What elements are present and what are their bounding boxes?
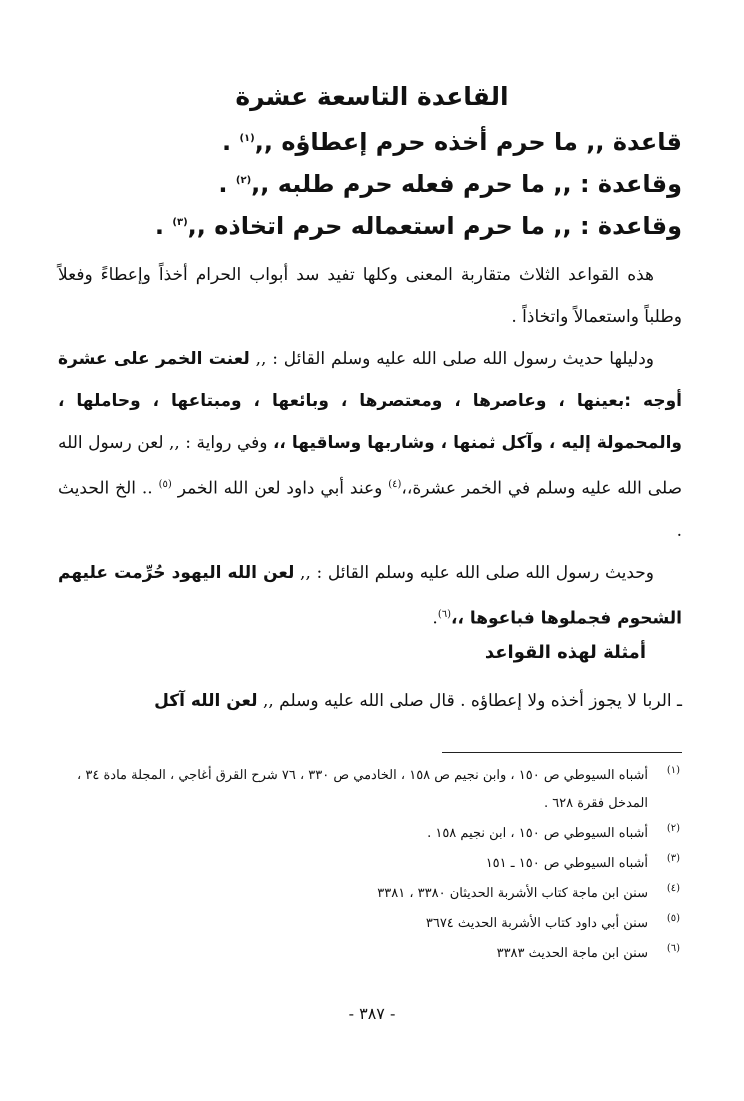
page-title: القاعدة التاسعة عشرة	[235, 82, 509, 111]
footnote-number: (٢)	[666, 823, 680, 834]
rule-1-ref: (١)	[239, 133, 255, 144]
rule-2-ref: (٢)	[235, 175, 252, 186]
footnote-text: أشباه السيوطي ص ١٥٠ ، ابن نجيم ١٥٨ .	[427, 826, 648, 841]
paragraph-3-end: .	[432, 608, 438, 629]
paragraph-1: هذه القواعد الثلاث متقاربة المعنى وكلها تفيد سد أبواب الحرام أخذاً وإعطاءً وفعلاً وطلباً واستعمالاً واتخاذاً .	[58, 265, 682, 327]
footnote-text: سنن أبي داود كتاب الأشربة الحديث ٣٦٧٤	[425, 916, 648, 931]
paragraph-2-tail: وعند أبي داود لعن الله الخمر	[177, 478, 383, 499]
footnote-text: سنن ابن ماجة كتاب الأشربة الحديثان ٣٣٨٠ ، ٣٣٨١	[377, 886, 648, 901]
footnote-text: أشباه السيوطي ص ١٥٠ ، وابن نجيم ص ١٥٨ ، الخادمي ص ٣٣٠ ، ٧٦ شرح القرق أغاجي ، المجلة مادة ٣٤ ، المدخل فقرة ٦٢٨ .	[77, 768, 648, 811]
footnote-number: (٥)	[666, 913, 680, 924]
page-number: - ٣٨٧ -	[348, 1004, 396, 1023]
paragraph-2-middle: وفي رواية : ,, لعن رسول الله صلى الله عليه وسلم في الخمر عشرة،،	[58, 433, 683, 499]
footnote-divider	[442, 752, 682, 753]
footnote-2	[58, 820, 682, 848]
hadith-quote-1: لعنت الخمر على عشرة أوجه :بعينها ، وعاصرها ، ومعتصرها ، وبائعها ، ومبتاعها ، وحاملها ، والمحمولة إليه ، وآكل ثمنها ، وشاربها وساقيها ،،	[58, 349, 682, 453]
rule-1-text: قاعدة ,, ما حرم أخذه حرم إعطاؤه ,,	[254, 128, 682, 156]
footnote-text: سنن ابن ماجة الحديث ٣٣٨٣	[496, 946, 648, 961]
paragraph-2-intro: ودليلها حديث رسول الله صلى الله عليه وسلم القائل : ,,	[255, 349, 654, 369]
rule-1	[60, 128, 682, 156]
footnote-4	[58, 880, 682, 908]
example-1-bold: لعن الله آكل	[154, 691, 258, 711]
footnotes	[58, 762, 682, 970]
rule-1-end: .	[221, 128, 240, 156]
footnote-5	[58, 910, 682, 938]
rule-2	[60, 170, 682, 198]
rule-3-ref: (٣)	[172, 217, 188, 228]
footnote-number: (٦)	[666, 943, 680, 954]
paragraph-2	[58, 338, 682, 552]
paragraph-3-intro: وحديث رسول الله صلى الله عليه وسلم القائل : ,,	[300, 563, 655, 583]
footnote-text: أشباه السيوطي ص ١٥٠ ـ ١٥١	[485, 856, 648, 871]
footnote-number: (٣)	[666, 853, 680, 864]
footnote-ref-6: (٦)	[437, 609, 451, 620]
rule-3	[60, 212, 682, 240]
footnote-3	[58, 850, 682, 878]
example-1-text: ـ الربا لا يجوز أخذه ولا إعطاؤه . قال صلى الله عليه وسلم ,,	[262, 691, 682, 711]
rule-3-text: وقاعدة : ,, ما حرم استعماله حرم اتخاذه ,,	[187, 212, 682, 240]
footnote-6	[58, 940, 682, 968]
hadith-quote-2: لعن الله اليهود حُرِّمت عليهم الشحوم فجملوها فباعوها ،،	[58, 563, 682, 629]
example-1	[58, 680, 682, 722]
rule-3-end: .	[154, 212, 173, 240]
examples-heading: أمثلة لهذه القواعد	[484, 642, 646, 663]
footnote-number: (١)	[666, 765, 680, 776]
paragraph-3	[58, 552, 682, 640]
paragraph-2-end: .. الخ الحديث .	[58, 478, 682, 541]
rule-2-end: .	[218, 170, 236, 198]
footnote-ref-4: (٤)	[388, 479, 402, 490]
footnote-1	[58, 762, 682, 818]
rule-2-text: وقاعدة : ,, ما حرم فعله حرم طلبه ,,	[251, 170, 682, 198]
footnote-ref-5: (٥)	[158, 479, 172, 490]
footnote-number: (٤)	[666, 883, 680, 894]
